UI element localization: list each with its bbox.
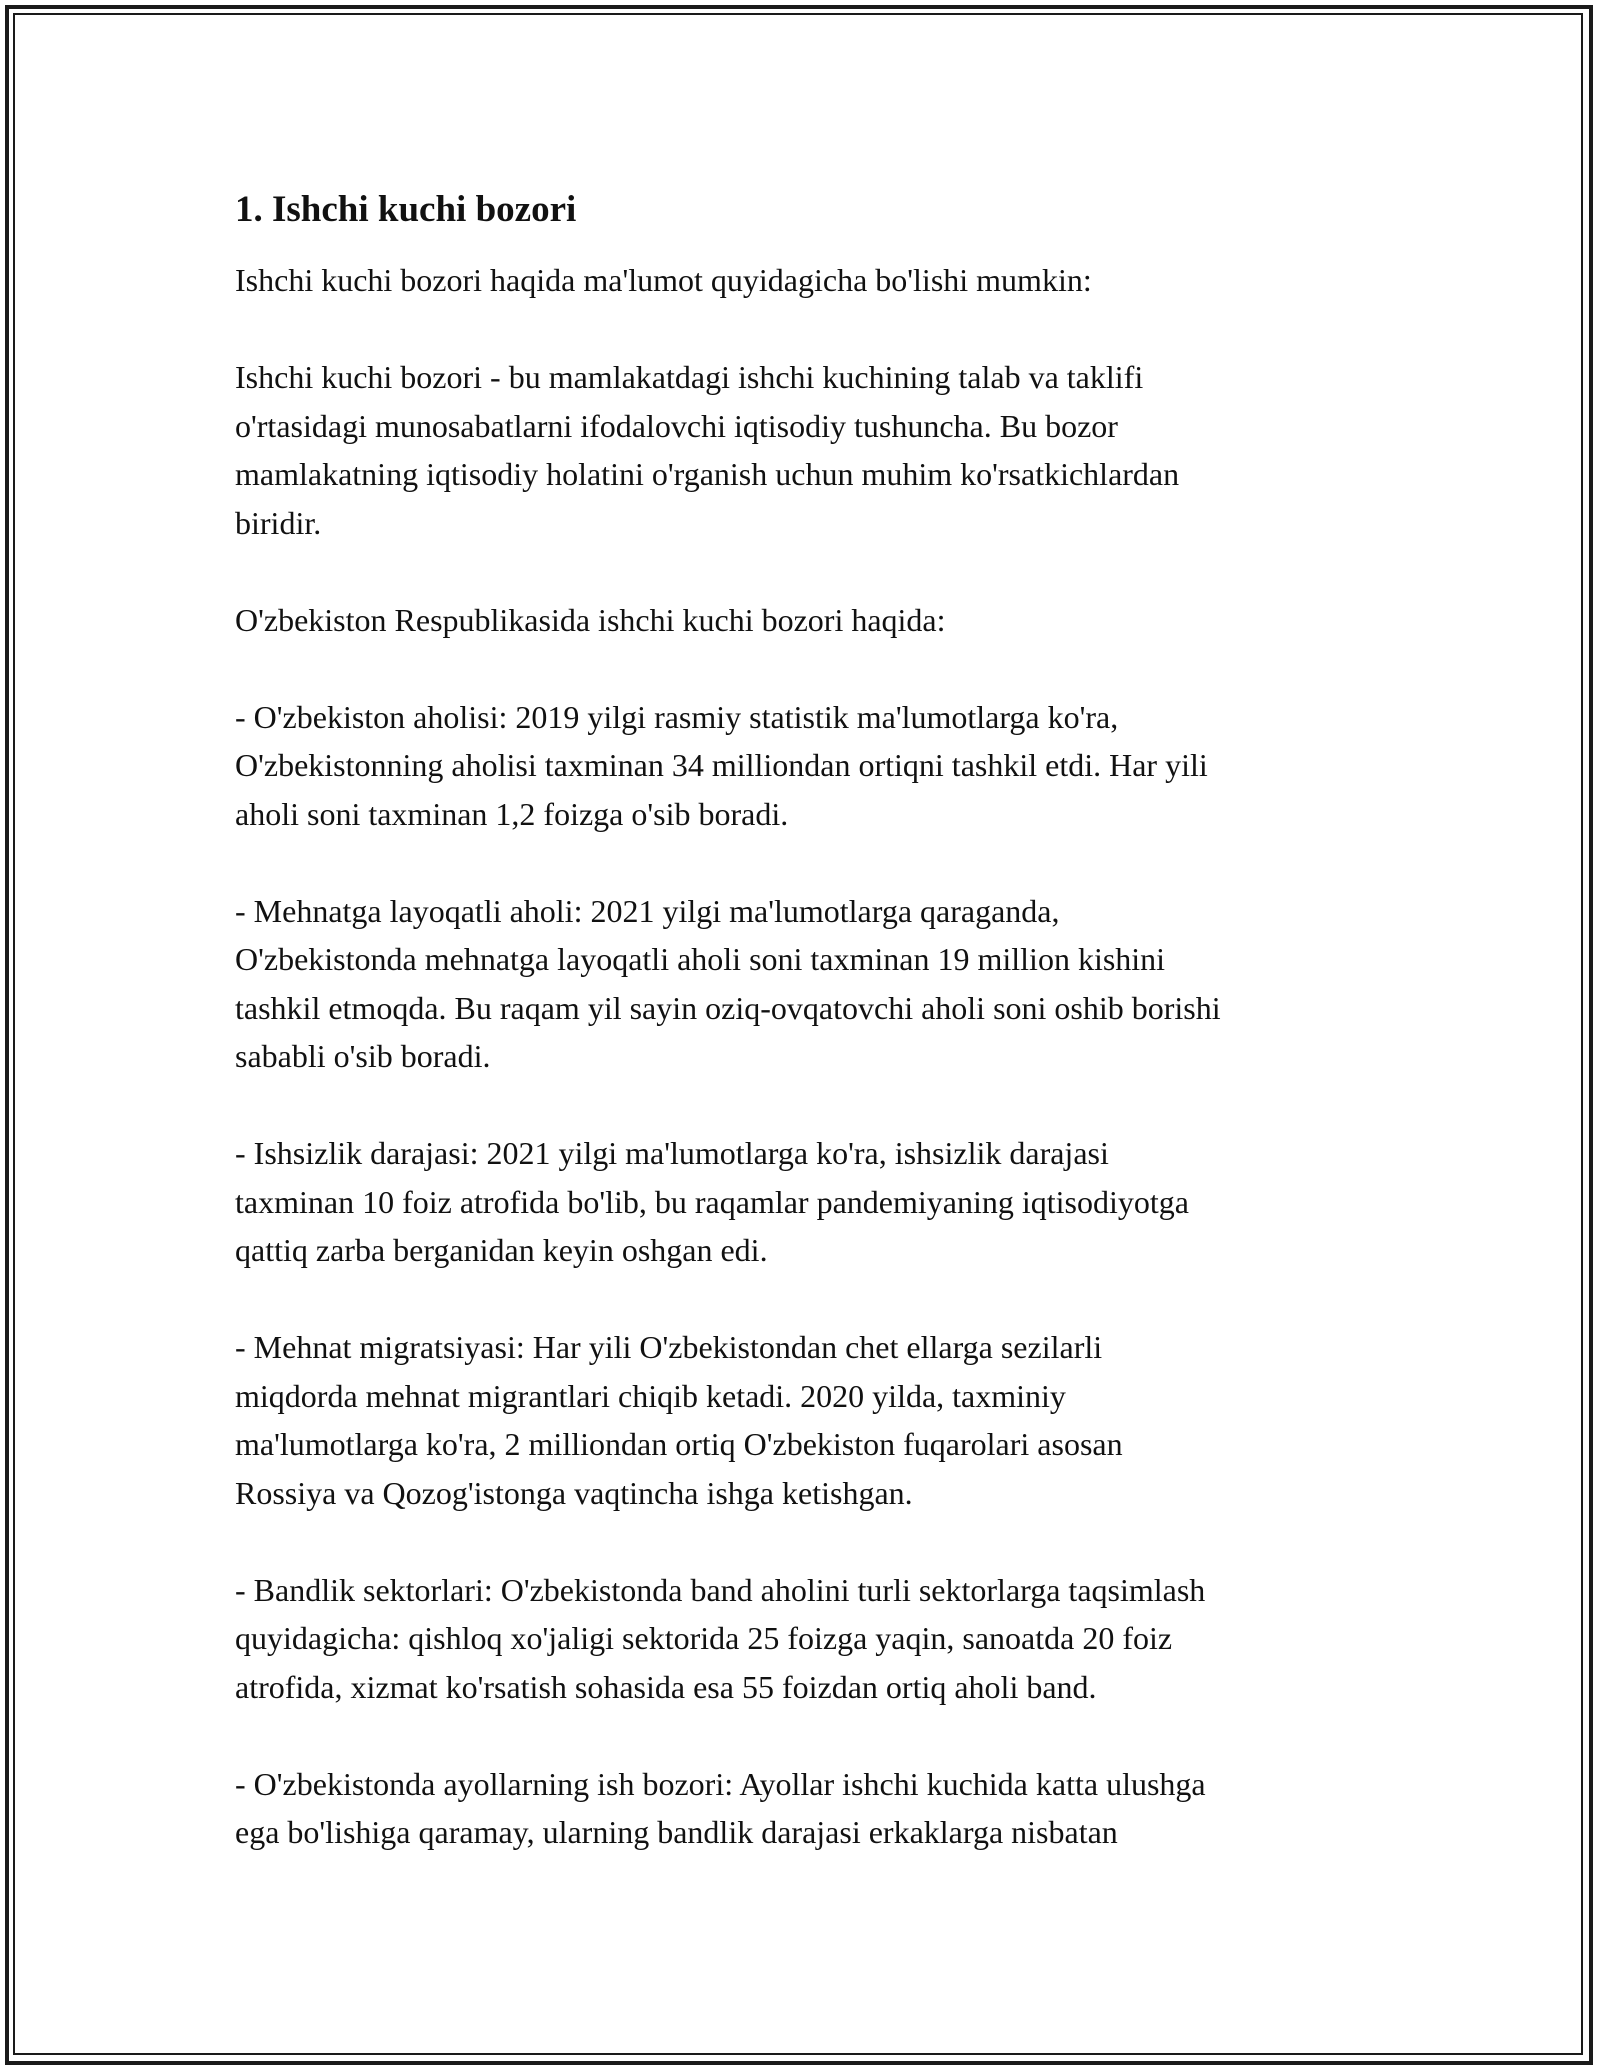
employment-sectors-paragraph: - Bandlik sektorlari: O'zbekistonda band aholini turli sektorlarga taqsimlash quyidagicha: qishloq xo'jaligi sektorida 25 foizga yaqin, sanoatda 20 foiz atrofida, xizmat ko'rsatish sohasida esa 55 foizdan ortiq aholi band. bbox=[235, 1571, 1206, 1705]
women-labor-paragraph: - O'zbekistonda ayollarning ish bozori: Ayollar ishchi kuchida katta ulushga ega bo'lishiga qaramay, ularning bandlik darajasi erkaklarga nisbatan bbox=[235, 1765, 1206, 1850]
unemployment-paragraph: - Ishsizlik darajasi: 2021 yilgi ma'lumotlarga ko'ra, ishsizlik darajasi taxminan 10 foiz atrofida bo'lib, bu raqamlar pandemiyaning iqtisodiyotga qattiq zarba berganidan keyin oshgan edi. bbox=[235, 1135, 1189, 1268]
document-body bbox=[235, 188, 1385, 1905]
migration-paragraph: - Mehnat migratsiyasi: Har yili O'zbekistondan chet ellarga sezilarli miqdorda mehnat migrantlari chiqib ketadi. 2020 yilda, taxminiy ma'lumotlarga ko'ra, 2 milliondan ortiq O'zbekiston fuqarolari asosan Rossiya va Qozog'istonga vaqtincha ishga ketishgan. bbox=[235, 1329, 1123, 1511]
definition-paragraph: Ishchi kuchi bozori - bu mamlakatdagi ishchi kuchining talab va taklifi o'rtasidagi munosabatlarni ifodalovchi iqtisodiy tushuncha. Bu bozor mamlakatning iqtisodiy holatini o'rganish uchun muhim ko'rsatkichlardan biridir. bbox=[235, 359, 1180, 541]
working-age-paragraph: - Mehnatga layoqatli aholi: 2021 yilgi ma'lumotlarga qaraganda, O'zbekistonda mehnatga layoqatli aholi soni taxminan 19 million kishini tashkil etmoqda. Bu raqam yil sayin oziq-ovqatovchi aholi soni oshib borishi sababli o'sib boradi. bbox=[235, 892, 1221, 1074]
section-intro-paragraph: O'zbekiston Respublikasida ishchi kuchi bozori haqida: bbox=[235, 601, 946, 638]
intro-paragraph: Ishchi kuchi bozori haqida ma'lumot quyidagicha bo'lishi mumkin: bbox=[235, 262, 1092, 298]
document-title: 1. Ishchi kuchi bozori bbox=[235, 189, 577, 230]
population-paragraph: - O'zbekiston aholisi: 2019 yilgi rasmiy statistik ma'lumotlarga ko'ra, O'zbekistonning aholisi taxminan 34 milliondan ortiqni tashkil etdi. Har yili aholi soni taxminan 1,2 foizga o'sib boradi. bbox=[235, 698, 1208, 832]
